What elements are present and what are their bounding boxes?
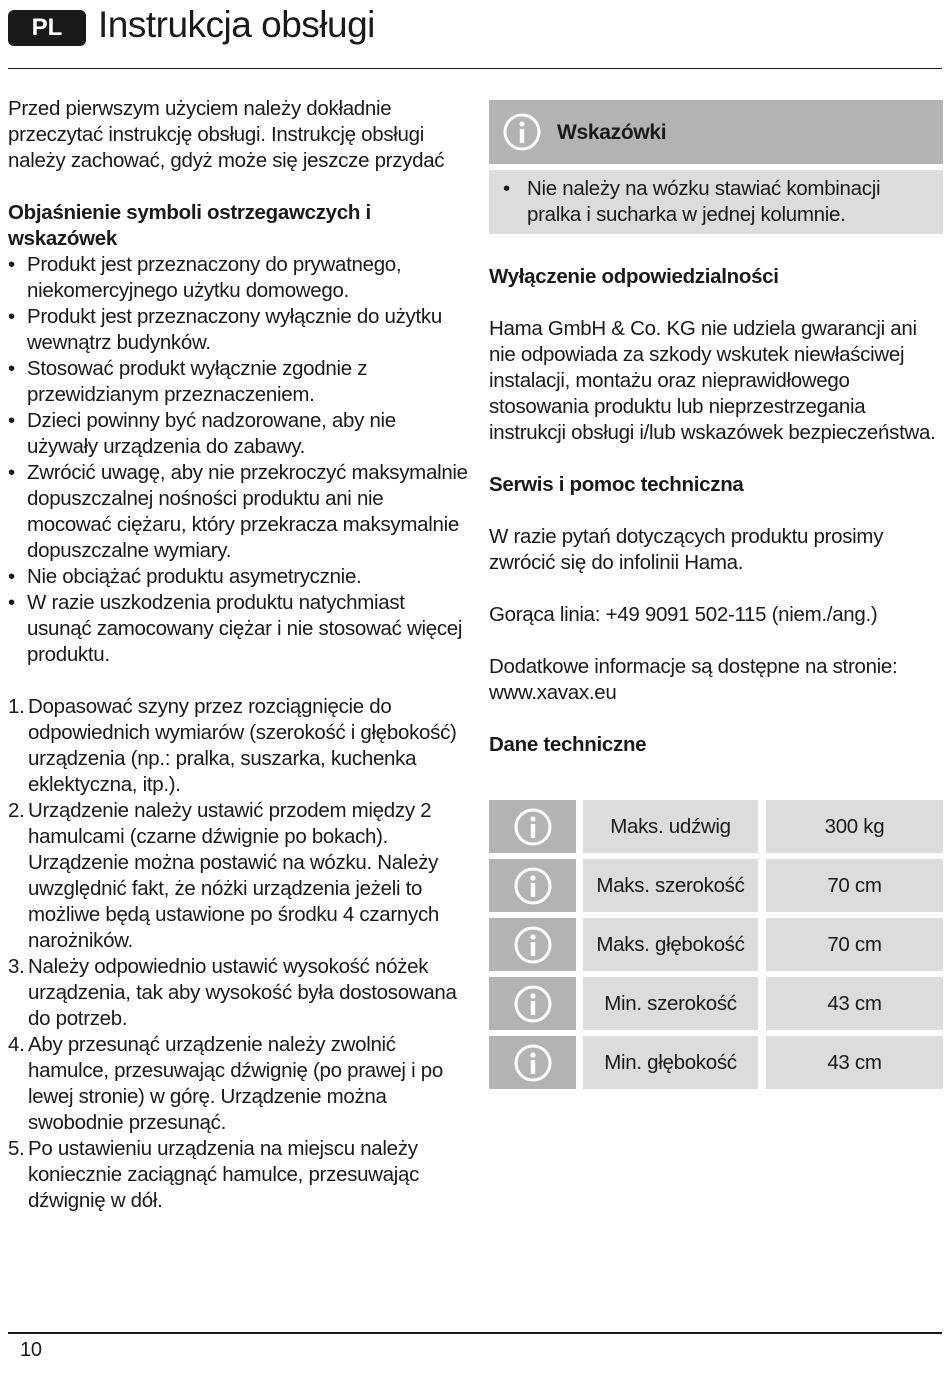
step-text: Po ustawieniu urządzenia na miejscu należy koniecznie zaciągnąć hamulce, przesuwając dźwignię w dół. [28, 1137, 420, 1212]
list-item: • Produkt jest przeznaczony wyłącznie do użytku wewnątrz budynków. [8, 304, 468, 356]
spec-value: 70 cm [766, 918, 943, 971]
safety-list [8, 252, 468, 668]
step-number: 2. [8, 799, 25, 822]
language-badge: PL [8, 10, 86, 46]
step-item [8, 694, 468, 798]
service-heading: Serwis i pomoc techniczna [489, 473, 744, 496]
info-icon [514, 1044, 552, 1082]
step-item [8, 798, 468, 954]
list-item: • Stosować produkt wyłącznie zgodnie z przewidzianym przeznaczeniem. [8, 356, 468, 408]
tech-heading: Dane techniczne [489, 733, 647, 756]
table-row [489, 977, 943, 1030]
table-row [489, 800, 943, 853]
list-item: • Dzieci powinny być nadzorowane, aby nie używały urządzenia do zabawy. [8, 408, 468, 460]
page-number: 10 [20, 1339, 42, 1361]
step-item [8, 954, 468, 1032]
spec-label: Min. szerokość [583, 977, 758, 1030]
list-item: • Produkt jest przeznaczony do prywatnego, niekomercyjnego użytku domowego. [8, 252, 468, 304]
intro-text: Przed pierwszym użyciem należy dokładnie przeczytać instrukcję obsługi. Instrukcję obsługi należy zachować, gdyż może się jeszcze przydać [8, 97, 445, 172]
right-column [489, 100, 943, 784]
page-title: Instrukcja obsługi [98, 4, 375, 45]
list-item: • Zwrócić uwagę, aby nie przekroczyć maksymalnie dopuszczalnej nośności produktu ani nie mocować ciężaru, który przekracza maksymalnie dopuszczalne wymiary. [8, 460, 468, 564]
info-icon [514, 808, 552, 846]
table-row [489, 918, 943, 971]
info-icon [514, 985, 552, 1023]
step-text: Dopasować szyny przez rozciągnięcie do odpowiednich wymiarów (szerokość i głębokość) urządzenia (np.: pralka, suszarka, kuchenka eklektyczna, itp.). [28, 695, 457, 796]
info-icon [514, 867, 552, 905]
notes-title: Wskazówki [557, 121, 667, 144]
step-item [8, 1136, 468, 1214]
notes-header [489, 100, 943, 164]
hotline-text: Gorąca linia: +49 9091 502-115 (niem./ang.) [489, 603, 878, 626]
step-number: 5. [8, 1137, 25, 1160]
notes-body [489, 170, 943, 234]
step-number: 4. [8, 1033, 25, 1056]
table-row [489, 1036, 943, 1089]
spec-label: Maks. szerokość [583, 859, 758, 912]
spec-label: Maks. głębokość [583, 918, 758, 971]
spec-value: 70 cm [766, 859, 943, 912]
info-icon [503, 113, 541, 151]
notes-box [489, 100, 943, 234]
step-text: Urządzenie należy ustawić przodem między 2 hamulcami (czarne dźwignie po bokach). Urządzenie można postawić na wózku. Należy uwzględnić fakt, że nóżki urządzenia jeżeli to możliwe będą ustawione po środku 4 czarnych narożników. [28, 799, 439, 952]
list-item: • W razie uszkodzenia produktu natychmiast usunąć zamocowany ciężar i nie stosować więcej produktu. [8, 590, 468, 668]
step-number: 1. [8, 695, 25, 718]
spec-value: 300 kg [766, 800, 943, 853]
left-column [8, 96, 468, 1214]
step-text: Aby przesunąć urządzenie należy zwolnić hamulce, przesuwając dźwignię (po prawej i po lewej stronie) w górę. Urządzenie można swobodnie przesunąć. [28, 1033, 443, 1134]
footer-divider [8, 1332, 942, 1334]
tech-table [489, 800, 943, 1095]
header-divider [8, 68, 942, 69]
list-item: • Nie obciążać produktu asymetrycznie. [8, 564, 468, 590]
disclaimer-text: Hama GmbH & Co. KG nie udziela gwarancji ani nie odpowiada za szkody wskutek niewłaściwej instalacji, montażu oraz nieprawidłowego stosowania produktu lub nieprzestrzegania instrukcji obsługi i/lub wskazówek bezpieczeństwa. [489, 317, 936, 444]
page-header [0, 0, 950, 70]
spec-value: 43 cm [766, 1036, 943, 1089]
spec-value: 43 cm [766, 977, 943, 1030]
symbols-heading: Objaśnienie symboli ostrzegawczych i wskazówek [8, 201, 371, 250]
steps-list [8, 694, 468, 1214]
table-row [489, 859, 943, 912]
step-number: 3. [8, 955, 25, 978]
list-item: • Nie należy na wózku stawiać kombinacji pralka i sucharka w jednej kolumnie. [503, 176, 933, 228]
step-item [8, 1032, 468, 1136]
info-icon [514, 926, 552, 964]
service-text: W razie pytań dotyczących produktu prosimy zwrócić się do infolinii Hama. [489, 525, 884, 574]
spec-label: Maks. udźwig [583, 800, 758, 853]
disclaimer-heading: Wyłączenie odpowiedzialności [489, 265, 779, 288]
more-info-text: Dodatkowe informacje są dostępne na stronie: www.xavax.eu [489, 655, 898, 704]
spec-label: Min. głębokość [583, 1036, 758, 1089]
step-text: Należy odpowiednio ustawić wysokość nóżek urządzenia, tak aby wysokość była dostosowana do potrzeb. [28, 955, 457, 1030]
